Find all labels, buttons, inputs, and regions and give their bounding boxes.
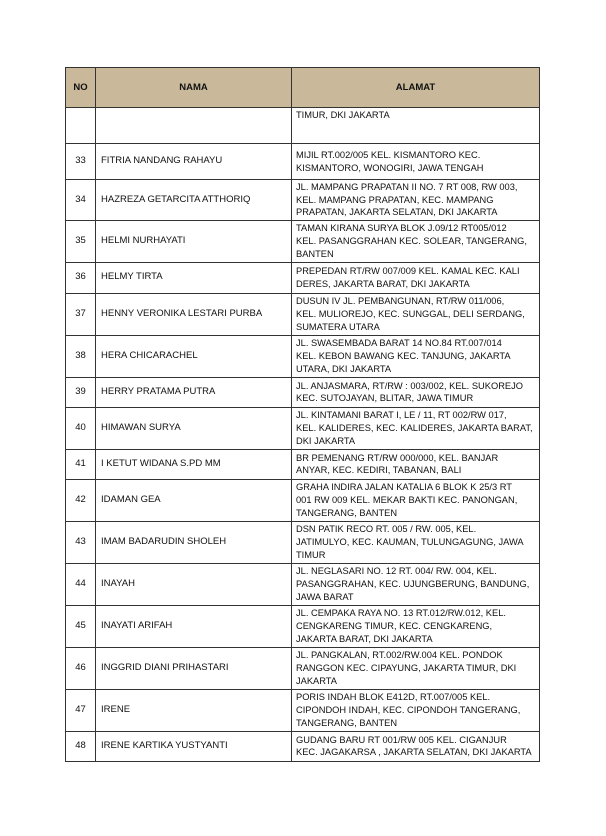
alamat-line: TIMUR, DKI JAKARTA bbox=[296, 110, 390, 120]
table-row bbox=[66, 377, 540, 407]
alamat-line: CIPONDOH INDAH, KEC. CIPONDOH TANGERANG, bbox=[296, 704, 521, 715]
alamat-line: SUMATERA UTARA bbox=[296, 321, 380, 332]
alamat-line: TIMUR bbox=[296, 549, 326, 560]
row-nama: I KETUT WIDANA S.PD MM bbox=[96, 449, 292, 479]
row-no: 44 bbox=[66, 563, 96, 605]
row-alamat bbox=[292, 262, 540, 293]
row-nama: HELMY TIRTA bbox=[96, 262, 292, 293]
alamat-line: KEL. MAMPANG PRAPATAN, KEC. MAMPANG bbox=[296, 194, 494, 205]
header-no: NO bbox=[66, 68, 96, 108]
row-alamat bbox=[292, 220, 540, 262]
table-row bbox=[66, 262, 540, 293]
alamat-line: MIJIL RT.002/005 KEL. KISMANTORO KEC. bbox=[296, 149, 481, 160]
table-row bbox=[66, 563, 540, 605]
row-nama: INGGRID DIANI PRIHASTARI bbox=[96, 647, 292, 689]
table-row bbox=[66, 220, 540, 262]
alamat-line: JAKARTA BARAT, DKI JAKARTA bbox=[296, 633, 433, 644]
row-nama: IMAM BADARUDIN SHOLEH bbox=[96, 521, 292, 563]
row-alamat bbox=[292, 647, 540, 689]
table-row bbox=[66, 407, 540, 449]
row-nama: HERRY PRATAMA PUTRA bbox=[96, 377, 292, 407]
row-alamat bbox=[292, 407, 540, 449]
alamat-line: TANGERANG, BANTEN bbox=[296, 507, 398, 518]
alamat-line: JATIMULYO, KEC. KAUMAN, TULUNGAGUNG, JAWA bbox=[296, 536, 524, 547]
row-no: 41 bbox=[66, 449, 96, 479]
alamat-line: TANGERANG, BANTEN bbox=[296, 717, 398, 728]
row-no: 40 bbox=[66, 407, 96, 449]
table-row bbox=[66, 689, 540, 731]
table-row bbox=[66, 180, 540, 221]
alamat-line: PASANGGRAHAN, KEC. UJUNGBERUNG, BANDUNG, bbox=[296, 578, 530, 589]
alamat-line: PORIS INDAH BLOK E412D, RT.007/005 KEL. bbox=[296, 692, 491, 703]
alamat-line: GUDANG BARU RT 001/RW 005 KEL. CIGANJUR bbox=[296, 734, 507, 745]
row-no: 36 bbox=[66, 262, 96, 293]
alamat-line: GRAHA INDIRA JALAN KATALIA 6 BLOK K 25/3 RT bbox=[296, 482, 512, 493]
table-row bbox=[66, 479, 540, 521]
alamat-line: BR PEMENANG RT/RW 000/000, KEL. BANJAR bbox=[296, 452, 499, 463]
alamat-line: 001 RW 009 KEL. MEKAR BAKTI KEC. PANONGAN, bbox=[296, 494, 518, 505]
table-row bbox=[66, 521, 540, 563]
alamat-line: JL. KINTAMANI BARAT I, LE / 11, RT 002/RW 017, bbox=[296, 410, 507, 421]
alamat-line: KEL. MULIOREJO, KEC. SUNGGAL, DELI SERDANG, bbox=[296, 308, 525, 319]
alamat-line: CENGKARENG TIMUR, KEC. CENGKARENG, bbox=[296, 620, 493, 631]
row-alamat bbox=[292, 731, 540, 761]
row-alamat bbox=[292, 563, 540, 605]
table-row bbox=[66, 449, 540, 479]
table-row bbox=[66, 108, 540, 144]
alamat-line: JL. NEGLASARI NO. 12 RT. 004/ RW. 004, KEL. bbox=[296, 566, 497, 577]
row-no: 48 bbox=[66, 731, 96, 761]
alamat-line: RANGGON KEC. CIPAYUNG, JAKARTA TIMUR, DKI bbox=[296, 662, 517, 673]
alamat-line: KEC. JAGAKARSA , JAKARTA SELATAN, DKI JAKARTA bbox=[296, 747, 532, 758]
alamat-line: ANYAR, KEC. KEDIRI, TABANAN, BALI bbox=[296, 465, 462, 476]
table-header-row bbox=[66, 68, 540, 108]
alamat-line: DKI JAKARTA bbox=[296, 435, 356, 446]
alamat-line: KEL. KEBON BAWANG KEC. TANJUNG, JAKARTA bbox=[296, 350, 511, 361]
alamat-line: KEL. PASANGGRAHAN KEC. SOLEAR, TANGERANG, bbox=[296, 235, 527, 246]
row-nama: FITRIA NANDANG RAHAYU bbox=[96, 144, 292, 180]
row-no: 47 bbox=[66, 689, 96, 731]
row-nama: IDAMAN GEA bbox=[96, 479, 292, 521]
row-no bbox=[66, 108, 96, 144]
row-no: 43 bbox=[66, 521, 96, 563]
row-nama: INAYATI ARIFAH bbox=[96, 605, 292, 647]
row-alamat bbox=[292, 144, 540, 180]
alamat-line: JL. MAMPANG PRAPATAN II NO. 7 RT 008, RW 003, bbox=[296, 182, 518, 192]
row-no: 38 bbox=[66, 335, 96, 377]
row-nama: HENNY VERONIKA LESTARI PURBA bbox=[96, 293, 292, 335]
alamat-line: JL. PANGKALAN, RT.002/RW.004 KEL. PONDOK bbox=[296, 650, 503, 661]
alamat-line: BANTEN bbox=[296, 248, 334, 259]
row-no: 35 bbox=[66, 220, 96, 262]
row-alamat bbox=[292, 108, 540, 144]
alamat-line: KISMANTORO, WONOGIRI, JAWA TENGAH bbox=[296, 162, 484, 173]
table-row bbox=[66, 647, 540, 689]
row-nama: HAZREZA GETARCITA ATTHORIQ bbox=[96, 180, 292, 221]
row-nama: IRENE bbox=[96, 689, 292, 731]
table-body bbox=[66, 108, 540, 762]
row-no: 37 bbox=[66, 293, 96, 335]
alamat-line: TAMAN KIRANA SURYA BLOK J.09/12 RT005/012 bbox=[296, 223, 507, 234]
alamat-line: JL. ANJASMARA, RT/RW : 003/002, KEL. SUKOREJO bbox=[296, 380, 523, 391]
row-no: 46 bbox=[66, 647, 96, 689]
row-alamat bbox=[292, 180, 540, 221]
row-alamat bbox=[292, 335, 540, 377]
row-nama: HERA CHICARACHEL bbox=[96, 335, 292, 377]
table-row bbox=[66, 605, 540, 647]
row-no: 39 bbox=[66, 377, 96, 407]
alamat-line: UTARA, DKI JAKARTA bbox=[296, 363, 392, 374]
row-no: 34 bbox=[66, 180, 96, 221]
row-no: 33 bbox=[66, 144, 96, 180]
header-nama: NAMA bbox=[96, 68, 292, 108]
alamat-line: DERES, JAKARTA BARAT, DKI JAKARTA bbox=[296, 278, 470, 289]
row-alamat bbox=[292, 689, 540, 731]
alamat-line: JAWA BARAT bbox=[296, 591, 354, 602]
row-alamat bbox=[292, 605, 540, 647]
row-nama: INAYAH bbox=[96, 563, 292, 605]
row-alamat bbox=[292, 521, 540, 563]
row-no: 45 bbox=[66, 605, 96, 647]
alamat-line: JL. CEMPAKA RAYA NO. 13 RT.012/RW.012, KEL. bbox=[296, 608, 506, 619]
row-alamat bbox=[292, 449, 540, 479]
table-row bbox=[66, 144, 540, 180]
alamat-line: KEC. SUTOJAYAN, BLITAR, JAWA TIMUR bbox=[296, 393, 474, 404]
row-nama: IRENE KARTIKA YUSTYANTI bbox=[96, 731, 292, 761]
alamat-line: JL. SWASEMBADA BARAT 14 NO.84 RT.007/014 bbox=[296, 338, 502, 349]
row-nama: HELMI NURHAYATI bbox=[96, 220, 292, 262]
alamat-line: JAKARTA bbox=[296, 675, 337, 686]
alamat-line: PRAPATAN, JAKARTA SELATAN, DKI JAKARTA bbox=[296, 207, 498, 218]
row-alamat bbox=[292, 293, 540, 335]
row-alamat bbox=[292, 479, 540, 521]
row-alamat bbox=[292, 377, 540, 407]
table-row bbox=[66, 293, 540, 335]
alamat-line: DUSUN IV JL. PEMBANGUNAN, RT/RW 011/006, bbox=[296, 296, 505, 307]
row-nama bbox=[96, 108, 292, 144]
row-no: 42 bbox=[66, 479, 96, 521]
alamat-line: PREPEDAN RT/RW 007/009 KEL. KAMAL KEC. KALI bbox=[296, 266, 520, 277]
participant-table bbox=[65, 67, 540, 762]
table-row bbox=[66, 731, 540, 761]
header-alamat: ALAMAT bbox=[292, 68, 540, 108]
row-nama: HIMAWAN SURYA bbox=[96, 407, 292, 449]
table-row bbox=[66, 335, 540, 377]
alamat-line: DSN PATIK RECO RT. 005 / RW. 005, KEL. bbox=[296, 524, 477, 535]
alamat-line: KEL. KALIDERES, KEC. KALIDERES, JAKARTA BARAT, bbox=[296, 422, 533, 433]
